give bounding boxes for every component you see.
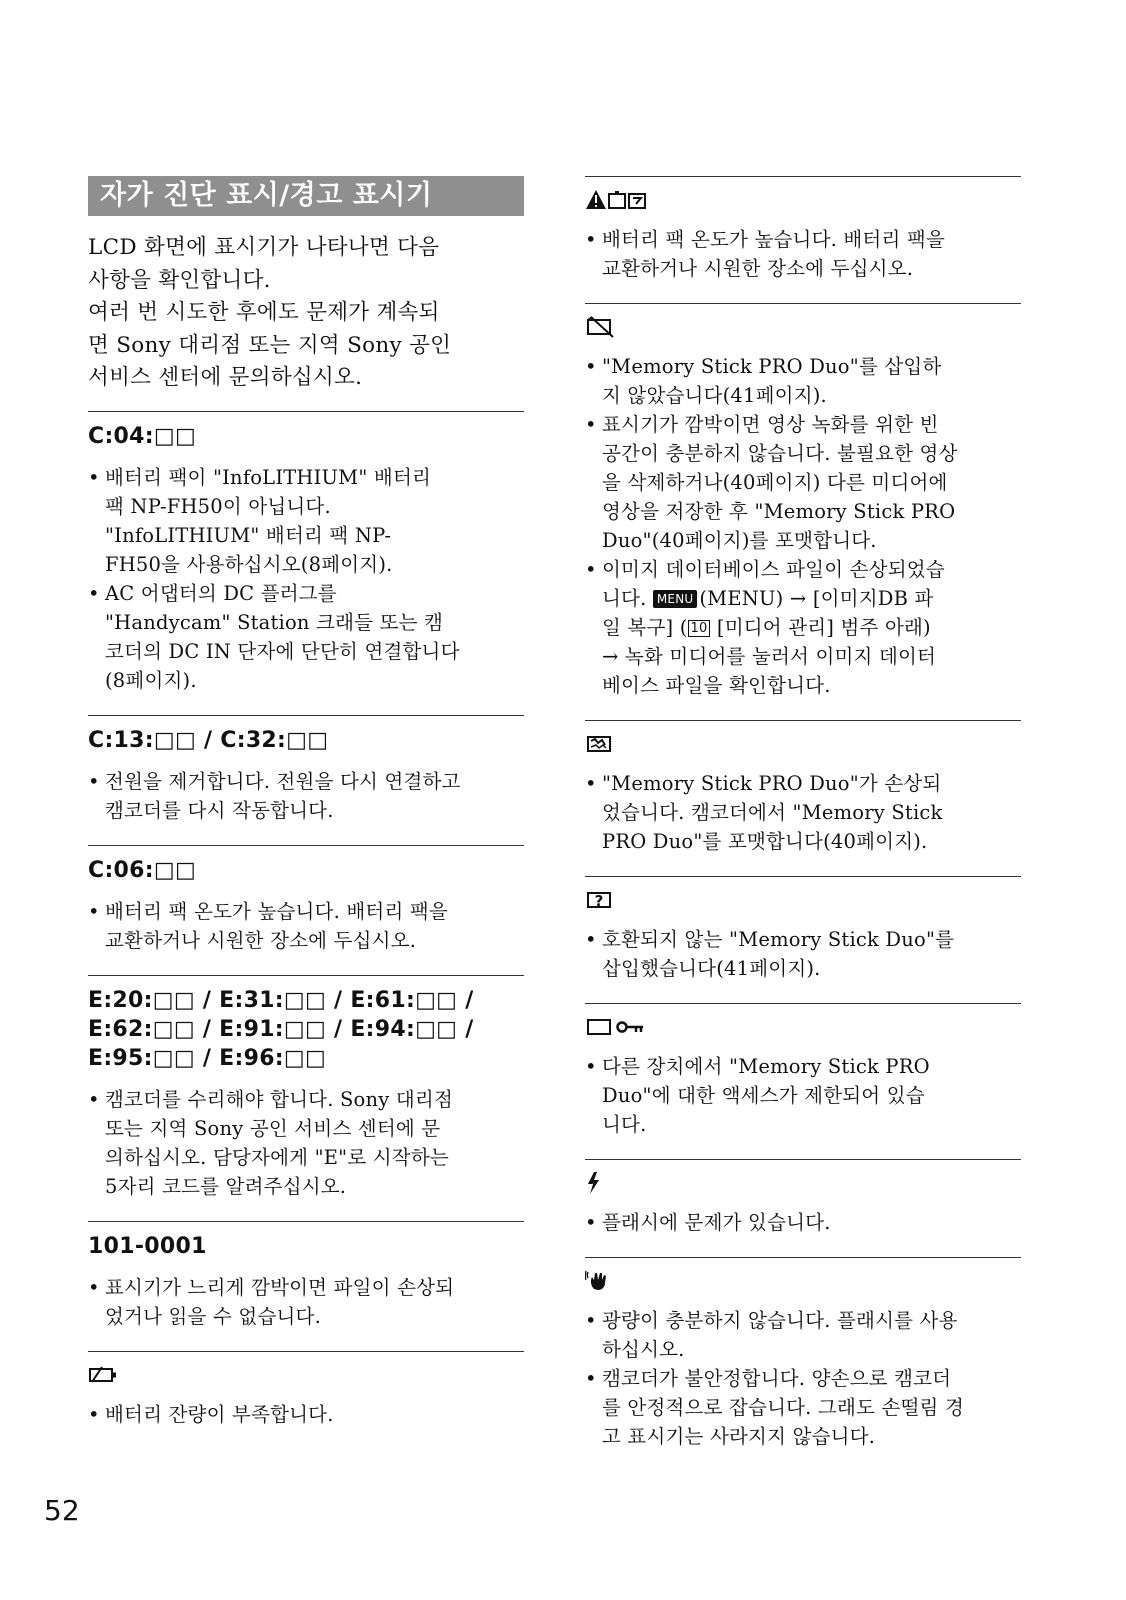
list-item: • 호환되지 않는 "Memory Stick Duo"를 삽입했습니다(41페이지). (585, 925, 1021, 983)
memory-stick-locked-icon (585, 1014, 1021, 1040)
intro-line: LCD 화면에 표시기가 나타나면 다음 (88, 235, 440, 260)
left-sections (88, 411, 524, 1429)
error-code: C:06:□□ (88, 857, 197, 883)
intro-line: 사항을 확인합니다. (88, 267, 271, 293)
indicator-section (585, 303, 1021, 700)
list-item: • AC 어댑터의 DC 플러그를 "Handycam" Station 크래들 또는 캠 코더의 DC IN 단자에 단단히 연결합니다 (8페이지). (88, 579, 524, 695)
list-item: • 배터리 팩 온도가 높습니다. 배터리 팩을 교환하거나 시원한 장소에 두십시오. (585, 225, 1021, 283)
list-item: • 전원을 제거합니다. 전원을 다시 연결하고 캠코더를 다시 작동합니다. (88, 767, 524, 825)
intro-line: 여러 번 시도한 후에도 문제가 계속되 (88, 300, 440, 325)
list-item: • 배터리 팩이 "InfoLITHIUM" 배터리 팩 NP-FH50이 아닙니다. "InfoLITHIUM" 배터리 팩 NP- FH50을 사용하십시오(8페이지). (88, 463, 524, 579)
indicator-section (585, 1257, 1021, 1451)
list-item: • 캠코더를 수리해야 합니다. Sony 대리점 또는 지역 Sony 공인 서비스 센터에 문 의하십시오. 담당자에게 "E"로 시작하는 5자리 코드를 알려주십시오. (88, 1085, 524, 1201)
list-item: • 표시기가 깜박이면 영상 녹화를 위한 빈 공간이 충분하지 않습니다. 불필요한 영상 을 삭제하거나(40페이지) 다른 미디어에 영상을 저장한 후 "Memory Stick PRO Duo"(40페이지)를 포맷합니다. (585, 410, 1021, 555)
list-item: • 플래시에 문제가 있습니다. (585, 1208, 1021, 1237)
damaged-memory-stick-icon (585, 731, 1021, 757)
flash-icon (585, 1170, 1021, 1196)
menu-button-icon: MENU (653, 590, 698, 608)
indicator-section (585, 1159, 1021, 1237)
bullet-list (585, 1052, 1021, 1139)
right-sections (585, 176, 1021, 1451)
intro-text (88, 232, 524, 395)
bullet-list (585, 225, 1021, 283)
bullet-list (585, 925, 1021, 983)
bullet-list (585, 1306, 1021, 1451)
battery-temperature-warning-icon (585, 187, 1021, 213)
bullet-list (88, 463, 524, 695)
intro-line: 면 Sony 대리점 또는 지역 Sony 공인 (88, 332, 452, 358)
incompatible-memory-stick-icon (585, 887, 1021, 913)
indicator-section (585, 876, 1021, 983)
list-item: • 배터리 잔량이 부족합니다. (88, 1400, 524, 1429)
list-item: • 배터리 팩 온도가 높습니다. 배터리 팩을 교환하거나 시원한 장소에 두십시오. (88, 897, 524, 955)
bullet-list (88, 1085, 524, 1201)
left-column (88, 176, 524, 1449)
list-item: • 광량이 충분하지 않습니다. 플래시를 사용 하십시오. (585, 1306, 1021, 1364)
bullet-list (585, 352, 1021, 700)
bullet-list (88, 1273, 524, 1331)
indicator-section (88, 1351, 524, 1429)
indicator-section (88, 1221, 524, 1331)
right-column (585, 176, 1021, 1471)
indicator-section (585, 720, 1021, 856)
bullet-list (88, 897, 524, 955)
low-battery-icon (88, 1362, 524, 1388)
bullet-list (88, 767, 524, 825)
intro-line: 서비스 센터에 문의하십시오. (88, 365, 363, 390)
list-item: • 표시기가 느리게 깜박이면 파일이 손상되 었거나 읽을 수 없습니다. (88, 1273, 524, 1331)
indicator-section (88, 975, 524, 1201)
page-title: 자가 진단 표시/경고 표시기 (88, 176, 524, 216)
category-number-icon: 10 (688, 620, 711, 637)
bullet-list (585, 769, 1021, 856)
indicator-section (88, 411, 524, 695)
list-item: • 캠코더가 불안정합니다. 양손으로 캠코더 를 안정적으로 잡습니다. 그래도 손떨림 경 고 표시기는 사라지지 않습니다. (585, 1364, 1021, 1451)
page-number: 52 (44, 1494, 80, 1527)
list-item: • "Memory Stick PRO Duo"가 손상되 었습니다. 캠코더에서 "Memory Stick PRO Duo"를 포맷합니다(40페이지). (585, 769, 1021, 856)
svg-text:?: ? (594, 892, 604, 910)
bullet-list (585, 1208, 1021, 1237)
bullet-list (88, 1400, 524, 1429)
list-item: • 다른 장치에서 "Memory Stick PRO Duo"에 대한 액세스가 제한되어 있습 니다. (585, 1052, 1021, 1139)
camera-shake-icon (585, 1268, 1021, 1294)
list-item: • "Memory Stick PRO Duo"를 삽입하 지 않았습니다(41페이지). (585, 352, 1021, 410)
indicator-section (88, 845, 524, 955)
error-code: 101-0001 (88, 1233, 207, 1259)
error-code: C:13:□□ / C:32:□□ (88, 727, 329, 753)
indicator-section (585, 176, 1021, 283)
error-code: E:20:□□ / E:31:□□ / E:61:□□ / E:62:□□ / E:91:□□ / E:94:□□ / E:95:□□ / E:96:□□ (88, 987, 474, 1071)
error-code: C:04:□□ (88, 423, 197, 449)
indicator-section (585, 1003, 1021, 1139)
list-item: • 이미지 데이터베이스 파일이 손상되었습 니다. MENU (MENU) → [이미지DB 파 일 복구] ( 10 [미디어 관리] 범주 아래) → 녹화 미디어를 눌러서 이미지 데이터 베이스 파일을 확인합니다. (585, 555, 1021, 700)
indicator-section (88, 715, 524, 825)
no-memory-stick-icon (585, 314, 1021, 340)
